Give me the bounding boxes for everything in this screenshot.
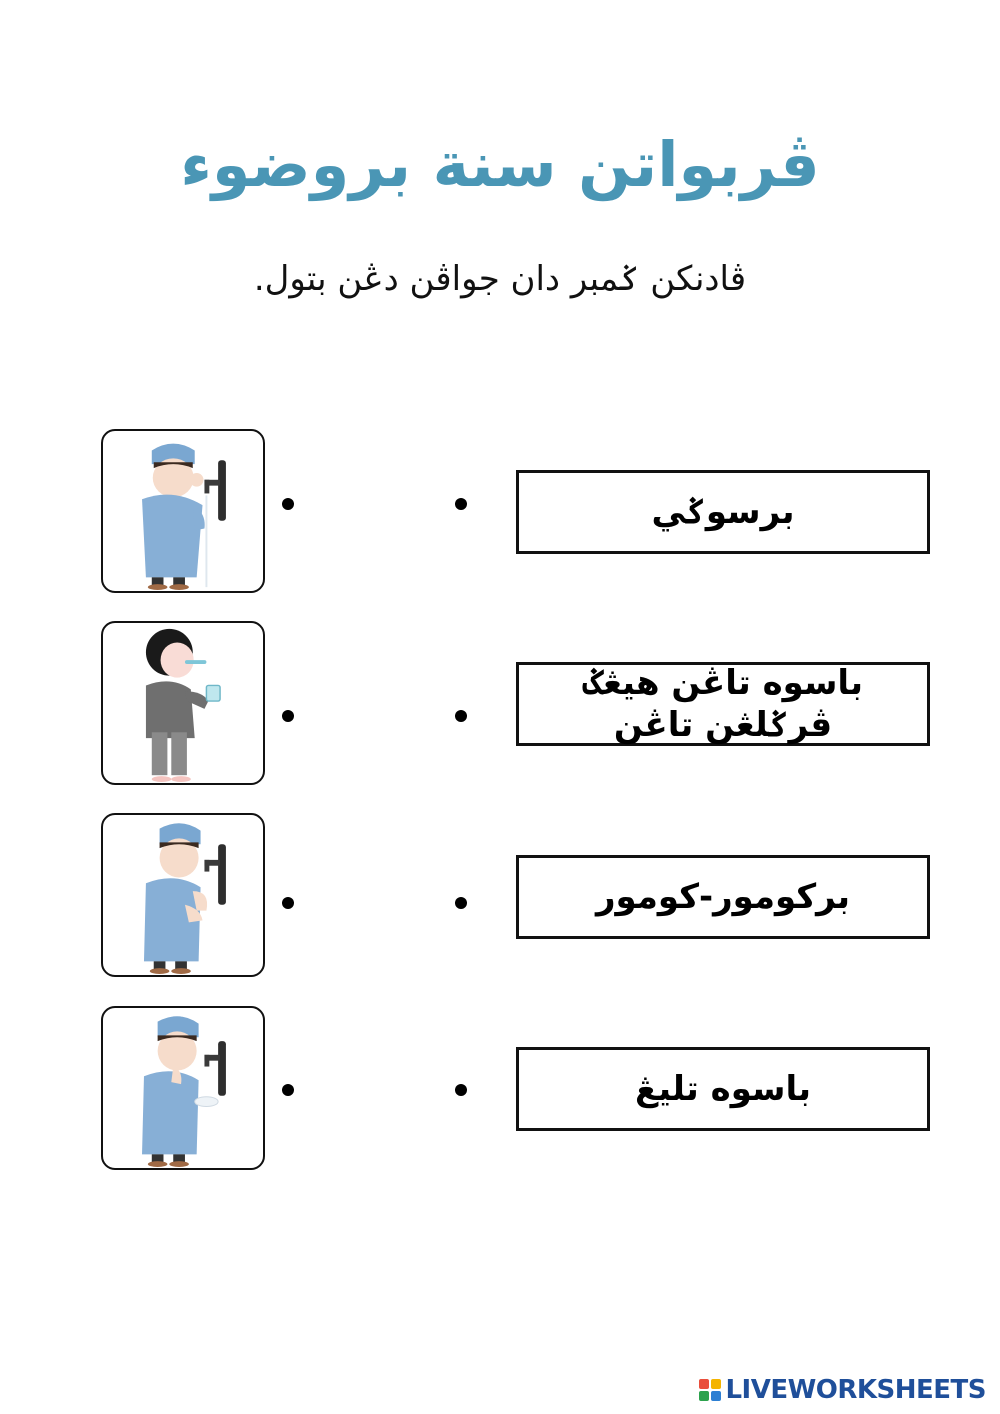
worksheet-instruction: ڤادنكن ݢمبر دان جواڤن دڠن بتول. <box>253 259 747 299</box>
picture-card-2 <box>101 621 265 785</box>
worksheet-title: ڤربواتن سنة بروضوء <box>180 128 820 201</box>
answer-3-match-dot[interactable] <box>455 897 467 909</box>
answer-box-1 <box>516 470 930 554</box>
answer-label-2: باسوه تاڠن هيڠݢ ڤرݢلڠن تاڠن <box>583 663 863 745</box>
picture-1-match-dot[interactable] <box>282 498 294 510</box>
boy-rinsing-mouth-at-tap-icon <box>103 815 263 975</box>
answer-label-4: باسوه تليڠ <box>635 1069 811 1109</box>
picture-card-1 <box>101 429 265 593</box>
answer-box-2 <box>516 662 930 746</box>
picture-3-match-dot[interactable] <box>282 897 294 909</box>
answer-1-match-dot[interactable] <box>455 498 467 510</box>
liveworksheets-logo <box>699 1374 986 1406</box>
answer-box-4 <box>516 1047 930 1131</box>
answer-2-match-dot[interactable] <box>455 710 467 722</box>
boy-wiping-ear-at-tap-icon <box>103 431 263 591</box>
answer-box-3 <box>516 855 930 939</box>
picture-4-match-dot[interactable] <box>282 1084 294 1096</box>
picture-2-match-dot[interactable] <box>282 710 294 722</box>
liveworksheets-logo-text: LIVEWORKSHEETS <box>725 1375 986 1405</box>
answer-label-3: بركومور-كومور <box>595 877 851 917</box>
boy-washing-hands-at-tap-icon <box>103 1008 263 1168</box>
liveworksheets-logo-icon <box>699 1379 721 1401</box>
boy-brushing-teeth-icon <box>103 623 263 783</box>
picture-card-4 <box>101 1006 265 1170</box>
answer-4-match-dot[interactable] <box>455 1084 467 1096</box>
picture-card-3 <box>101 813 265 977</box>
answer-label-1: برسوݢي <box>651 492 795 532</box>
